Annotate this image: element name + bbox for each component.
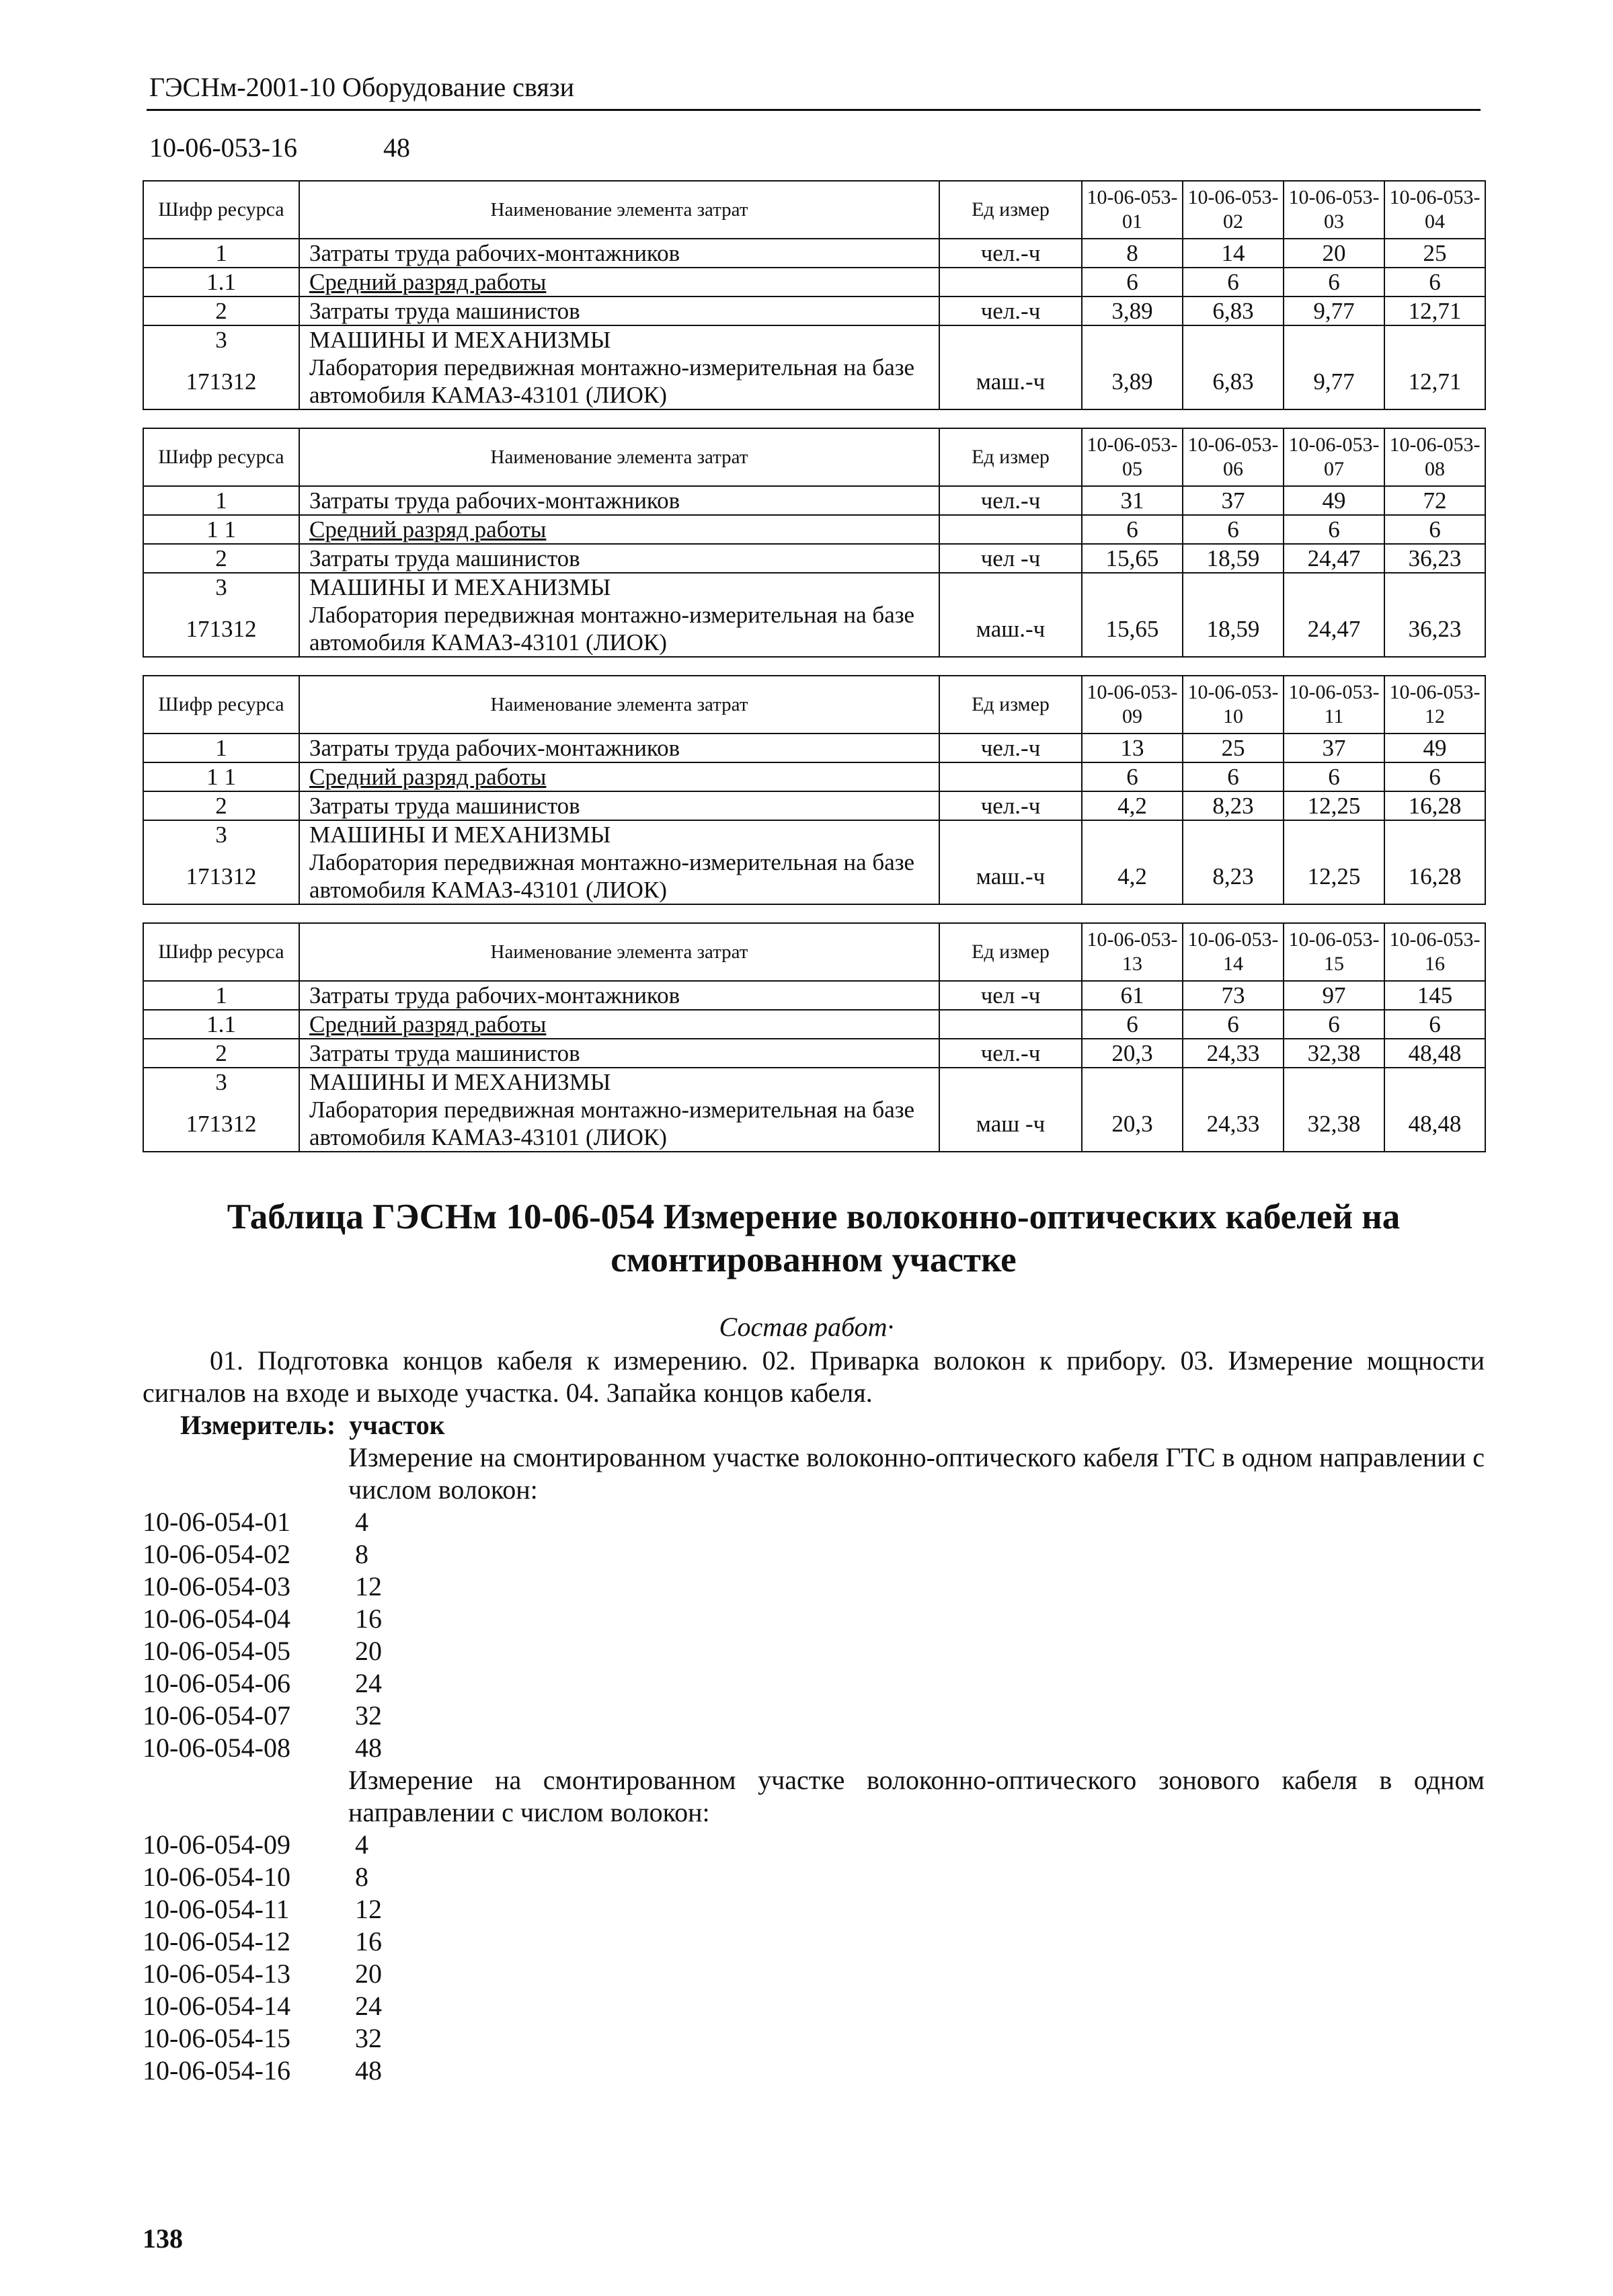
table-row bbox=[143, 239, 1485, 268]
fiber-count: 24 bbox=[355, 1991, 382, 2021]
fiber-count: 12 bbox=[355, 1571, 382, 1601]
running-title: ГЭСНм-2001-10 Оборудование связи bbox=[149, 72, 574, 102]
value-cell: 73 bbox=[1183, 981, 1284, 1010]
unit-cell bbox=[939, 268, 1082, 296]
resource-code: 2 bbox=[143, 1039, 299, 1068]
value-cell: 6 bbox=[1284, 1010, 1384, 1039]
value-cell: 97 bbox=[1284, 981, 1384, 1010]
value-cell bbox=[1284, 325, 1384, 354]
value-cell: 24,33 bbox=[1183, 1039, 1284, 1068]
value-cell: 24,47 bbox=[1284, 601, 1384, 657]
meter-line bbox=[180, 1409, 445, 1441]
col-header-norm: 10-06-053-01 bbox=[1082, 181, 1183, 239]
group-heading: МАШИНЫ И МЕХАНИЗМЫ bbox=[299, 820, 939, 848]
value-cell: 6,83 bbox=[1183, 354, 1284, 409]
continuation-value: 48 bbox=[383, 132, 410, 163]
composition-caption: Состав работ· bbox=[719, 1312, 894, 1342]
table-row bbox=[143, 515, 1485, 544]
composition-text: 01. Подготовка концов кабеля к измерению. 02. Приварка волокон к прибору. 03. Измерение мощности сигналов на входе и выходе участка. 04. Запайка концов кабеля. bbox=[143, 1345, 1485, 1408]
value-cell bbox=[1384, 325, 1485, 354]
value-cell bbox=[1183, 325, 1284, 354]
norm-code: 10-06-054-08 bbox=[143, 1733, 290, 1763]
unit-cell bbox=[939, 820, 1082, 848]
cost-element-name: Средний разряд работы bbox=[299, 762, 939, 791]
resource-table bbox=[143, 922, 1486, 1152]
col-header-norm: 10-06-053-16 bbox=[1384, 923, 1485, 981]
fiber-count: 16 bbox=[355, 1926, 382, 1956]
value-cell: 6 bbox=[1183, 268, 1284, 296]
table-row bbox=[143, 325, 1485, 354]
table-row bbox=[143, 820, 1485, 848]
fiber-count: 48 bbox=[355, 2055, 382, 2086]
value-cell: 25 bbox=[1384, 239, 1485, 268]
col-header-code: Шифр ресурса bbox=[143, 676, 299, 734]
col-header-unit: Ед измер bbox=[939, 923, 1082, 981]
col-header-code: Шифр ресурса bbox=[143, 923, 299, 981]
table-row bbox=[143, 981, 1485, 1010]
cost-element-name: Средний разряд работы bbox=[299, 515, 939, 544]
table-row bbox=[143, 734, 1485, 762]
value-cell bbox=[1384, 573, 1485, 601]
value-cell: 25 bbox=[1183, 734, 1284, 762]
value-cell: 16,28 bbox=[1384, 848, 1485, 904]
table-row bbox=[143, 1039, 1485, 1068]
col-header-norm: 10-06-053-11 bbox=[1284, 676, 1384, 734]
value-cell: 32,38 bbox=[1284, 1039, 1384, 1068]
unit-cell: чел.-ч bbox=[939, 296, 1082, 325]
table-row bbox=[143, 544, 1485, 573]
col-header-norm: 10-06-053-10 bbox=[1183, 676, 1284, 734]
unit-cell: маш -ч bbox=[939, 1096, 1082, 1152]
fiber-count: 48 bbox=[355, 1733, 382, 1763]
unit-cell bbox=[939, 1010, 1082, 1039]
value-cell: 37 bbox=[1183, 486, 1284, 515]
cost-element-name: Лаборатория передвижная монтажно-измерительная на базе автомобиля КАМАЗ-43101 (ЛИОК) bbox=[299, 354, 939, 409]
value-cell bbox=[1384, 1068, 1485, 1096]
col-header-norm: 10-06-053-15 bbox=[1284, 923, 1384, 981]
cost-element-name: Средний разряд работы bbox=[299, 268, 939, 296]
value-cell: 4,2 bbox=[1082, 848, 1183, 904]
col-header-norm: 10-06-053-05 bbox=[1082, 428, 1183, 486]
unit-cell: чел.-ч bbox=[939, 734, 1082, 762]
value-cell bbox=[1284, 820, 1384, 848]
value-cell: 6,83 bbox=[1183, 296, 1284, 325]
fiber-count: 32 bbox=[355, 2023, 382, 2053]
unit-cell: чел.-ч bbox=[939, 1039, 1082, 1068]
value-cell: 12,71 bbox=[1384, 296, 1485, 325]
value-cell bbox=[1384, 820, 1485, 848]
value-cell: 8 bbox=[1082, 239, 1183, 268]
value-cell: 6 bbox=[1082, 268, 1183, 296]
fiber-count: 16 bbox=[355, 1604, 382, 1634]
value-cell: 48,48 bbox=[1384, 1096, 1485, 1152]
norm-code: 10-06-054-06 bbox=[143, 1668, 290, 1698]
fiber-count: 20 bbox=[355, 1636, 382, 1666]
cost-element-name: Затраты труда машинистов bbox=[299, 1039, 939, 1068]
value-cell: 12,25 bbox=[1284, 848, 1384, 904]
col-header-norm: 10-06-053-03 bbox=[1284, 181, 1384, 239]
unit-cell: чел.-ч bbox=[939, 486, 1082, 515]
value-cell: 15,65 bbox=[1082, 544, 1183, 573]
value-cell: 4,2 bbox=[1082, 791, 1183, 820]
norm-code: 10-06-054-02 bbox=[143, 1539, 290, 1569]
value-cell bbox=[1284, 573, 1384, 601]
value-cell: 32,38 bbox=[1284, 1096, 1384, 1152]
norm-code: 10-06-054-15 bbox=[143, 2023, 290, 2053]
continuation-line bbox=[149, 132, 410, 164]
value-cell: 6 bbox=[1284, 762, 1384, 791]
cost-element-name: Затраты труда рабочих-монтажников bbox=[299, 734, 939, 762]
resource-code: 3 bbox=[143, 1068, 299, 1096]
col-header-unit: Ед измер bbox=[939, 181, 1082, 239]
value-cell: 3,89 bbox=[1082, 296, 1183, 325]
value-cell: 49 bbox=[1384, 734, 1485, 762]
fiber-count: 12 bbox=[355, 1894, 382, 1924]
fiber-count: 4 bbox=[355, 1507, 368, 1537]
cost-element-name: Затраты труда рабочих-монтажников bbox=[299, 239, 939, 268]
table-row bbox=[143, 762, 1485, 791]
table-row bbox=[143, 354, 1485, 409]
resource-code: 3 bbox=[143, 573, 299, 601]
group-heading: МАШИНЫ И МЕХАНИЗМЫ bbox=[299, 573, 939, 601]
resource-code: 171312 bbox=[143, 354, 299, 409]
cost-element-name: Затраты труда машинистов bbox=[299, 296, 939, 325]
value-cell: 6 bbox=[1384, 268, 1485, 296]
table-row bbox=[143, 573, 1485, 601]
resource-code: 1 bbox=[143, 239, 299, 268]
section-title: Таблица ГЭСНм 10-06-054 Измерение волоконно-оптических кабелей на смонтированном участке bbox=[227, 1197, 1401, 1279]
table-row bbox=[143, 791, 1485, 820]
value-cell: 49 bbox=[1284, 486, 1384, 515]
norm-code: 10-06-054-14 bbox=[143, 1991, 290, 2021]
norm-code: 10-06-054-07 bbox=[143, 1700, 290, 1731]
col-header-name: Наименование элемента затрат bbox=[299, 676, 939, 734]
norm-code: 10-06-054-11 bbox=[143, 1894, 290, 1924]
col-header-norm: 10-06-053-04 bbox=[1384, 181, 1485, 239]
table-row bbox=[143, 268, 1485, 296]
table-row bbox=[143, 848, 1485, 904]
col-header-norm: 10-06-053-07 bbox=[1284, 428, 1384, 486]
value-cell: 6 bbox=[1183, 1010, 1284, 1039]
unit-cell: чел.-ч bbox=[939, 791, 1082, 820]
continuation-code: 10-06-053-16 bbox=[149, 132, 297, 163]
unit-cell: маш.-ч bbox=[939, 354, 1082, 409]
value-cell: 12,25 bbox=[1284, 791, 1384, 820]
resource-code: 171312 bbox=[143, 1096, 299, 1152]
table-row bbox=[143, 1096, 1485, 1152]
unit-cell bbox=[939, 325, 1082, 354]
value-cell: 8,23 bbox=[1183, 791, 1284, 820]
table-row bbox=[143, 296, 1485, 325]
value-cell: 3,89 bbox=[1082, 354, 1183, 409]
resource-code: 171312 bbox=[143, 601, 299, 657]
cost-element-name: Затраты труда рабочих-монтажников bbox=[299, 486, 939, 515]
col-header-name: Наименование элемента затрат bbox=[299, 923, 939, 981]
resource-code: 171312 bbox=[143, 848, 299, 904]
value-cell bbox=[1082, 820, 1183, 848]
value-cell: 8,23 bbox=[1183, 848, 1284, 904]
cost-element-name: Затраты труда машинистов bbox=[299, 544, 939, 573]
fiber-count: 32 bbox=[355, 1700, 382, 1731]
value-cell bbox=[1082, 573, 1183, 601]
value-cell: 31 bbox=[1082, 486, 1183, 515]
norm-code: 10-06-054-09 bbox=[143, 1829, 290, 1860]
fiber-count: 24 bbox=[355, 1668, 382, 1698]
col-header-norm: 10-06-053-02 bbox=[1183, 181, 1284, 239]
value-cell bbox=[1183, 820, 1284, 848]
value-cell: 9,77 bbox=[1284, 296, 1384, 325]
page-number: 138 bbox=[143, 2223, 183, 2254]
resource-code: 1 bbox=[143, 486, 299, 515]
value-cell: 72 bbox=[1384, 486, 1485, 515]
value-cell: 61 bbox=[1082, 981, 1183, 1010]
unit-cell: чел.-ч bbox=[939, 239, 1082, 268]
cost-element-name: Лаборатория передвижная монтажно-измерительная на базе автомобиля КАМАЗ-43101 (ЛИОК) bbox=[299, 1096, 939, 1152]
fiber-count: 4 bbox=[355, 1829, 368, 1860]
resource-code: 1 1 bbox=[143, 515, 299, 544]
unit-cell: маш.-ч bbox=[939, 848, 1082, 904]
value-cell: 18,59 bbox=[1183, 544, 1284, 573]
unit-cell bbox=[939, 515, 1082, 544]
value-cell: 6 bbox=[1183, 515, 1284, 544]
col-header-code: Шифр ресурса bbox=[143, 428, 299, 486]
norm-code: 10-06-054-04 bbox=[143, 1604, 290, 1634]
norm-code: 10-06-054-13 bbox=[143, 1958, 290, 1989]
group-heading: МАШИНЫ И МЕХАНИЗМЫ bbox=[299, 325, 939, 354]
unit-cell bbox=[939, 573, 1082, 601]
resource-code: 3 bbox=[143, 820, 299, 848]
value-cell: 18,59 bbox=[1183, 601, 1284, 657]
value-cell bbox=[1183, 1068, 1284, 1096]
value-cell: 20 bbox=[1284, 239, 1384, 268]
value-cell: 37 bbox=[1284, 734, 1384, 762]
resource-table bbox=[143, 180, 1486, 410]
resource-code: 3 bbox=[143, 325, 299, 354]
value-cell: 13 bbox=[1082, 734, 1183, 762]
value-cell: 6 bbox=[1082, 1010, 1183, 1039]
value-cell: 24,47 bbox=[1284, 544, 1384, 573]
value-cell: 36,23 bbox=[1384, 544, 1485, 573]
value-cell: 6 bbox=[1183, 762, 1284, 791]
unit-cell bbox=[939, 762, 1082, 791]
norm-code: 10-06-054-05 bbox=[143, 1636, 290, 1666]
value-cell bbox=[1284, 1068, 1384, 1096]
value-cell: 36,23 bbox=[1384, 601, 1485, 657]
cost-element-name: Затраты труда машинистов bbox=[299, 791, 939, 820]
value-cell bbox=[1082, 1068, 1183, 1096]
unit-cell bbox=[939, 1068, 1082, 1096]
cost-element-name: Затраты труда рабочих-монтажников bbox=[299, 981, 939, 1010]
value-cell: 6 bbox=[1284, 268, 1384, 296]
resource-code: 1 bbox=[143, 981, 299, 1010]
table-row bbox=[143, 486, 1485, 515]
table-row bbox=[143, 601, 1485, 657]
resource-code: 1.1 bbox=[143, 268, 299, 296]
value-cell bbox=[1082, 325, 1183, 354]
norm-code: 10-06-054-01 bbox=[143, 1507, 290, 1537]
meter-value: участок bbox=[349, 1410, 445, 1440]
col-header-code: Шифр ресурса bbox=[143, 181, 299, 239]
group-heading: МАШИНЫ И МЕХАНИЗМЫ bbox=[299, 1068, 939, 1096]
value-cell: 6 bbox=[1082, 515, 1183, 544]
resource-code: 2 bbox=[143, 544, 299, 573]
norm-code: 10-06-054-03 bbox=[143, 1571, 290, 1601]
value-cell: 6 bbox=[1384, 1010, 1485, 1039]
norm-code: 10-06-054-16 bbox=[143, 2055, 290, 2086]
cost-element-name: Лаборатория передвижная монтажно-измерительная на базе автомобиля КАМАЗ-43101 (ЛИОК) bbox=[299, 601, 939, 657]
table-row bbox=[143, 1068, 1485, 1096]
col-header-name: Наименование элемента затрат bbox=[299, 428, 939, 486]
value-cell: 145 bbox=[1384, 981, 1485, 1010]
fiber-count: 8 bbox=[355, 1862, 368, 1892]
col-header-name: Наименование элемента затрат bbox=[299, 181, 939, 239]
resource-table bbox=[143, 428, 1486, 658]
resource-table bbox=[143, 675, 1486, 905]
value-cell: 15,65 bbox=[1082, 601, 1183, 657]
cost-element-name: Средний разряд работы bbox=[299, 1010, 939, 1039]
unit-cell: чел -ч bbox=[939, 544, 1082, 573]
col-header-norm: 10-06-053-09 bbox=[1082, 676, 1183, 734]
value-cell: 9,77 bbox=[1284, 354, 1384, 409]
value-cell: 14 bbox=[1183, 239, 1284, 268]
unit-cell: чел -ч bbox=[939, 981, 1082, 1010]
value-cell: 6 bbox=[1082, 762, 1183, 791]
value-cell: 6 bbox=[1284, 515, 1384, 544]
resource-code: 1.1 bbox=[143, 1010, 299, 1039]
meter-label: Измеритель: bbox=[180, 1410, 336, 1440]
value-cell bbox=[1183, 573, 1284, 601]
value-cell: 20,3 bbox=[1082, 1039, 1183, 1068]
fiber-count: 20 bbox=[355, 1958, 382, 1989]
value-cell: 6 bbox=[1384, 762, 1485, 791]
group2-description: Измерение на смонтированном участке волоконно-оптического зонового кабеля в одном направлении с числом волокон: bbox=[348, 1765, 1485, 1827]
fiber-count: 8 bbox=[355, 1539, 368, 1569]
col-header-unit: Ед измер bbox=[939, 676, 1082, 734]
unit-cell: маш.-ч bbox=[939, 601, 1082, 657]
table-row bbox=[143, 1010, 1485, 1039]
resource-code: 1 bbox=[143, 734, 299, 762]
norm-code: 10-06-054-12 bbox=[143, 1926, 290, 1956]
header-rule bbox=[147, 109, 1481, 111]
col-header-norm: 10-06-053-12 bbox=[1384, 676, 1485, 734]
value-cell: 16,28 bbox=[1384, 791, 1485, 820]
col-header-norm: 10-06-053-08 bbox=[1384, 428, 1485, 486]
value-cell: 20,3 bbox=[1082, 1096, 1183, 1152]
value-cell: 24,33 bbox=[1183, 1096, 1284, 1152]
value-cell: 48,48 bbox=[1384, 1039, 1485, 1068]
norm-code: 10-06-054-10 bbox=[143, 1862, 290, 1892]
col-header-norm: 10-06-053-06 bbox=[1183, 428, 1284, 486]
value-cell: 12,71 bbox=[1384, 354, 1485, 409]
value-cell: 6 bbox=[1384, 515, 1485, 544]
col-header-unit: Ед измер bbox=[939, 428, 1082, 486]
resource-code: 1 1 bbox=[143, 762, 299, 791]
resource-code: 2 bbox=[143, 791, 299, 820]
col-header-norm: 10-06-053-14 bbox=[1183, 923, 1284, 981]
group1-description: Измерение на смонтированном участке волоконно-оптического кабеля ГТС в одном направлении с числом волокон: bbox=[348, 1442, 1485, 1505]
cost-element-name: Лаборатория передвижная монтажно-измерительная на базе автомобиля КАМАЗ-43101 (ЛИОК) bbox=[299, 848, 939, 904]
col-header-norm: 10-06-053-13 bbox=[1082, 923, 1183, 981]
resource-code: 2 bbox=[143, 296, 299, 325]
